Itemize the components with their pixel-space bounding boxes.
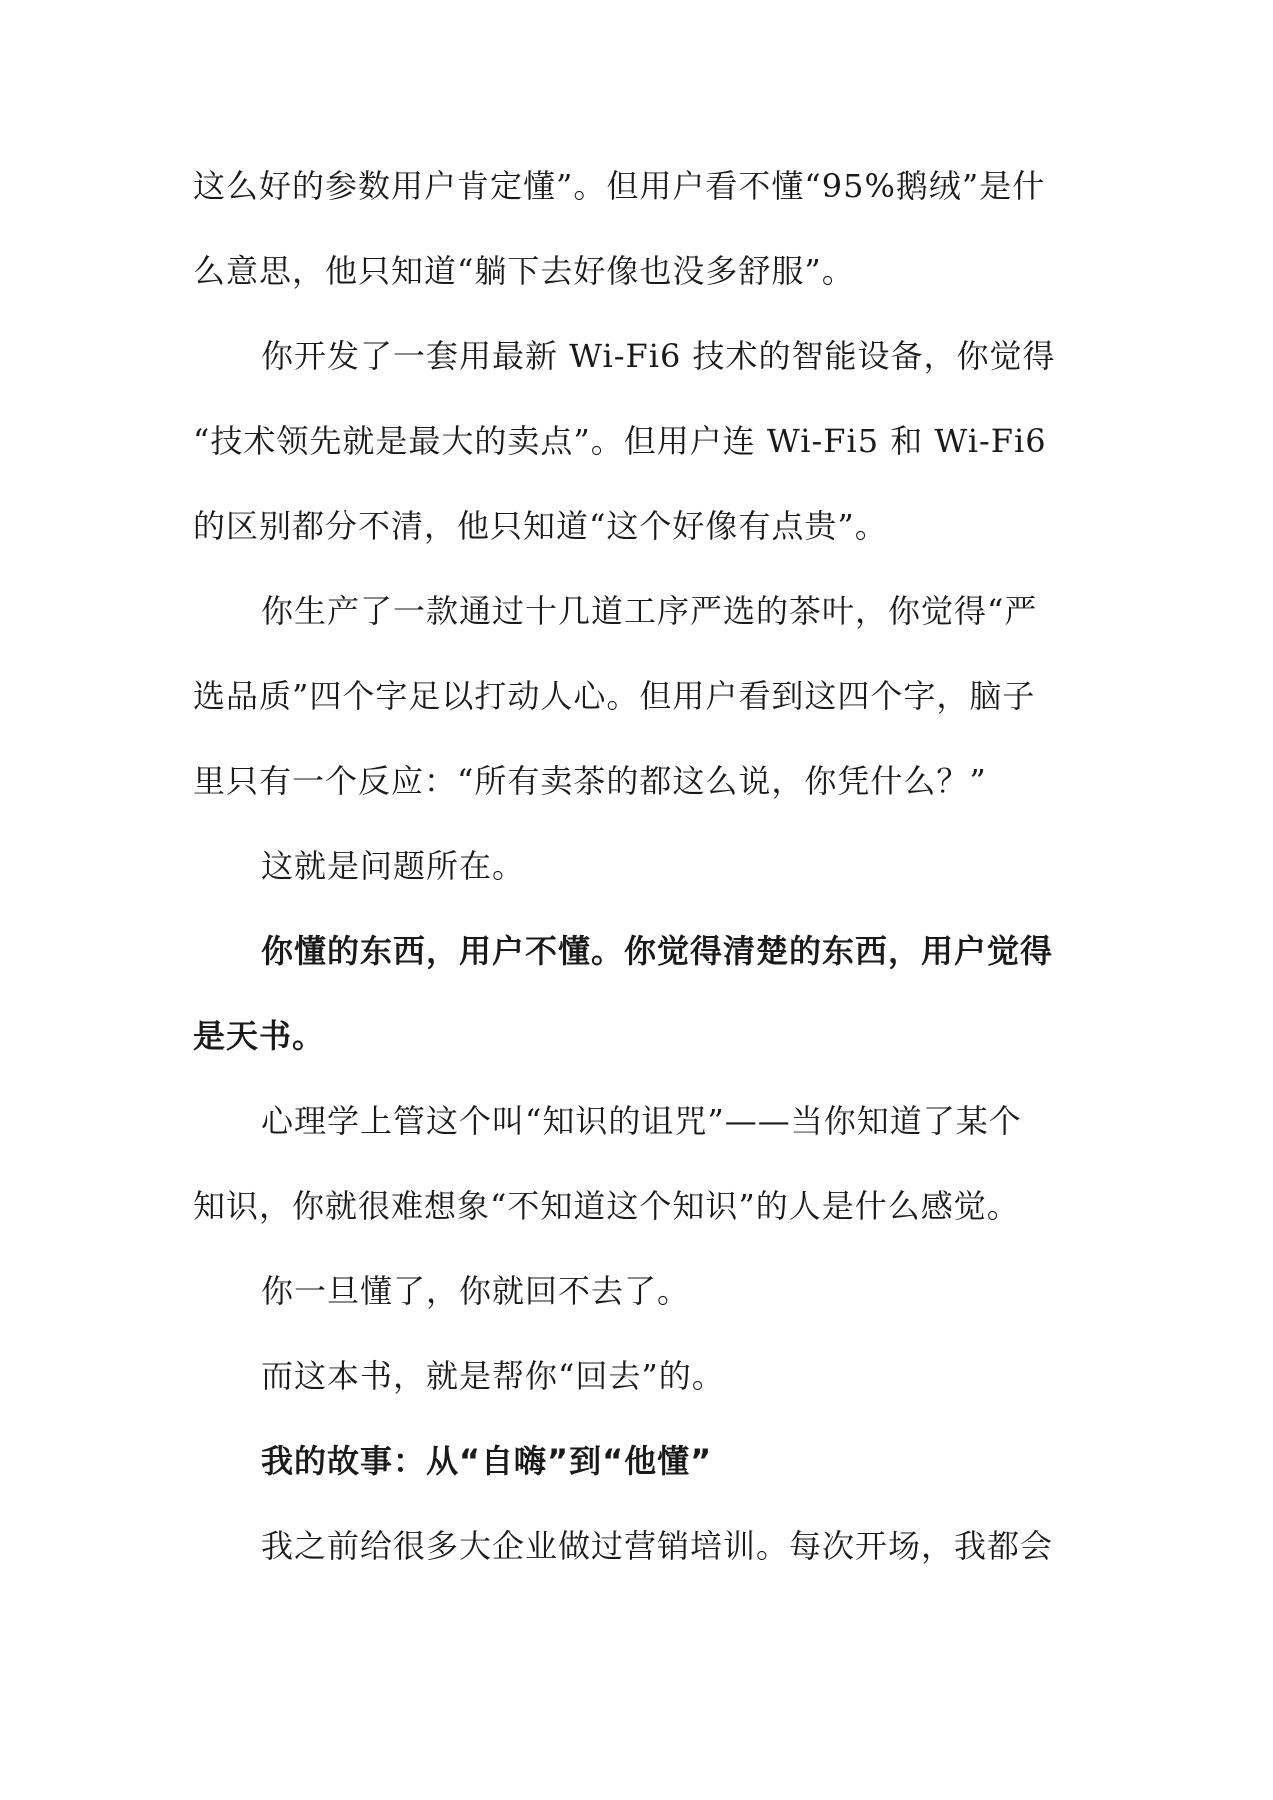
text-line: 这么好的参数用户肯定懂”。但用户看不懂“95%鹅绒”是什 bbox=[193, 167, 1046, 205]
paragraph-start-line: 你一旦懂了，你就回不去了。 bbox=[261, 1272, 691, 1310]
text-line: 知识，你就很难想象“不知道这个知识”的人是什么感觉。 bbox=[193, 1187, 1020, 1225]
paragraph-start-line: 你生产了一款通过十几道工序严选的茶叶，你觉得“严 bbox=[261, 592, 1038, 630]
text-line: 选品质”四个字足以打动人心。但用户看到这四个字，脑子 bbox=[193, 677, 1036, 715]
paragraph-start-line: 心理学上管这个叫“知识的诅咒”——当你知道了某个 bbox=[261, 1102, 1022, 1140]
paragraph-start-line: 这就是问题所在。 bbox=[261, 847, 526, 885]
paragraph-start-line: 我之前给很多大企业做过营销培训。每次开场，我都会 bbox=[261, 1527, 1054, 1565]
text-line: 里只有一个反应：“所有卖茶的都这么说，你凭什么？” bbox=[193, 762, 987, 800]
emphasis-line: 你懂的东西，用户不懂。你觉得清楚的东西，用户觉得 bbox=[261, 932, 1054, 970]
paragraph-start-line: 你开发了一套用最新 Wi-Fi6 技术的智能设备，你觉得 bbox=[261, 337, 1056, 375]
text-line: 的区别都分不清，他只知道“这个好像有点贵”。 bbox=[193, 507, 888, 545]
text-line: “技术领先就是最大的卖点”。但用户连 Wi-Fi5 和 Wi-Fi6 bbox=[193, 422, 1047, 460]
emphasis-line: 是天书。 bbox=[193, 1017, 326, 1055]
body-text bbox=[193, 166, 1085, 1611]
section-heading: 我的故事：从“自嗨”到“他懂” bbox=[261, 1442, 713, 1480]
text-line: 么意思，他只知道“躺下去好像也没多舒服”。 bbox=[193, 252, 855, 290]
paragraph-start-line: 而这本书，就是帮你“回去”的。 bbox=[261, 1357, 725, 1395]
